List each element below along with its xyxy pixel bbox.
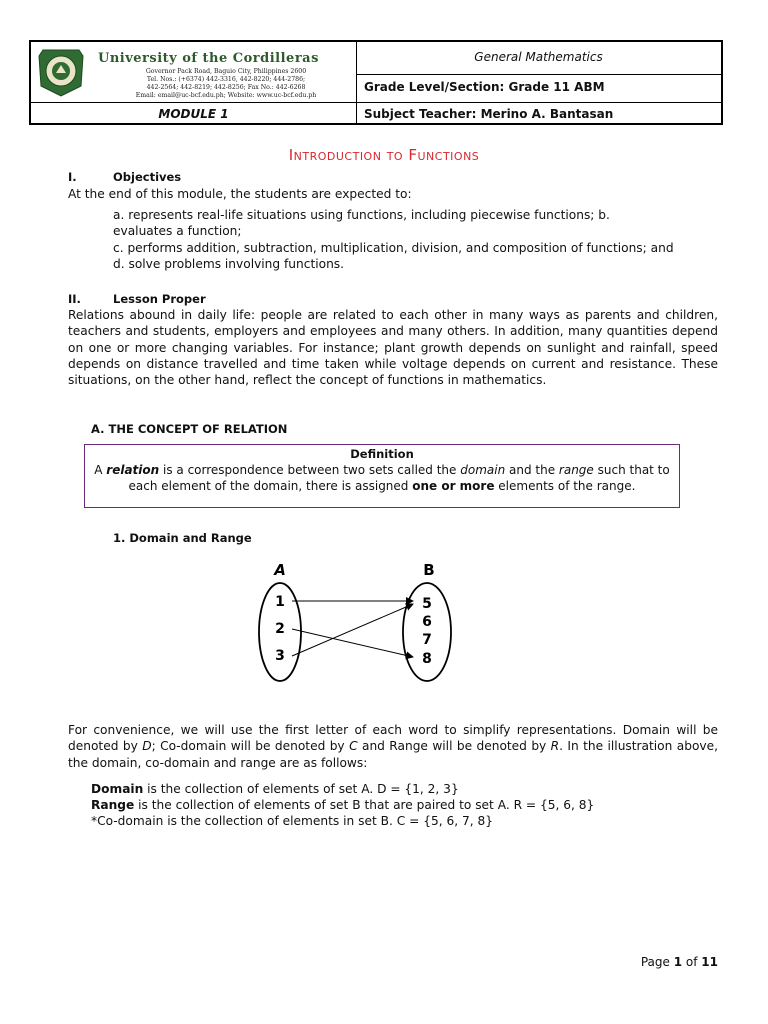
term-one-or-more: one or more: [412, 479, 495, 493]
university-address: Governor Pack Road, Baguio City, Philippines 2600: [145, 68, 307, 75]
set-b-element: 6: [422, 614, 432, 630]
lesson-number: II.: [68, 292, 81, 306]
lesson-heading: Lesson Proper: [113, 292, 206, 306]
convenience-text: . In the illustration above, the domain, co-domain and range are as follows:: [68, 739, 719, 770]
definition-text-part: and the: [505, 463, 559, 477]
concept-heading: A. THE CONCEPT OF RELATION: [91, 422, 288, 436]
symbol-c: C: [349, 739, 358, 754]
total-pages: 11: [701, 955, 718, 969]
set-a-element: 3: [275, 648, 285, 664]
header-row-divider-right: [356, 74, 721, 75]
definition-box: [84, 444, 680, 508]
subject-teacher: Subject Teacher: Merino A. Bantasan: [364, 107, 614, 121]
range-label: Range: [91, 798, 135, 812]
definition-text-part: elements of the range.: [494, 479, 636, 493]
page-number: [641, 955, 718, 969]
domain-label: Domain: [91, 782, 144, 796]
university-tel: Tel. Nos.: (+6374) 442-3316, 442-8220; 444-2786;: [146, 76, 306, 83]
range-text: is the collection of elements of set B that are paired to set A. R = {5, 6, 8}: [134, 798, 595, 812]
lesson-paragraph: Relations abound in daily life: people are related to each other in many ways as parents and children, teachers and students, employers and employees and many others. In addition, many quantities depend on one or more changing variables. For instance; plant growth depends on sunlight and rainfall, speed depends on distance travelled and time taken while voltage depends on current and resistance. These situations, on the other hand, reflect the concept of functions in mathematics.: [68, 308, 718, 388]
university-email: Email: email@uc-bcf.edu.ph; Website: www.uc-bcf.edu.ph: [135, 92, 317, 99]
page-word: Page: [640, 955, 674, 969]
grade-level: Grade Level/Section: Grade 11 ABM: [364, 80, 605, 94]
module-label: MODULE 1: [158, 107, 229, 121]
domain-definition: [91, 781, 459, 797]
symbol-r: R: [550, 739, 560, 754]
set-b-label: B: [423, 561, 435, 579]
university-seal-icon: [35, 46, 87, 98]
convenience-paragraph: [68, 722, 718, 771]
definition-text-part: such that to each element of the domain, there is assigned: [128, 463, 670, 493]
term-domain: domain: [460, 463, 506, 477]
definition-text-part: A: [94, 463, 107, 477]
objective-item: c. performs addition, subtraction, multiplication, division, and composition of functions; and: [113, 241, 674, 255]
objective-item: d. solve problems involving functions.: [113, 257, 345, 271]
range-definition: [91, 797, 594, 813]
mapping-diagram: [208, 560, 490, 690]
set-b-element: 8: [422, 651, 432, 667]
objectives-heading: Objectives: [113, 170, 182, 184]
header-table: [29, 40, 723, 125]
set-a-label: A: [274, 561, 286, 579]
convenience-text: ; Co-domain will be denoted by: [151, 739, 350, 754]
objectives-intro: At the end of this module, the students are expected to:: [68, 187, 412, 201]
objective-item: evaluates a function;: [113, 224, 242, 238]
header-row-divider: [31, 102, 721, 103]
mapping-arrow: [292, 604, 413, 656]
set-b-element: 7: [422, 632, 432, 648]
page-title: Introduction to Functions: [288, 146, 480, 164]
term-relation: relation: [106, 463, 160, 477]
convenience-text: For convenience, we will use the first letter of each word to simplify representations. Domain will be denoted by: [68, 723, 718, 754]
current-page: 1: [673, 955, 683, 969]
objective-item: a. represents real-life situations using functions, including piecewise functions; b.: [113, 208, 610, 222]
mapping-arrow: [292, 629, 413, 657]
definition-text-part: is a correspondence between two sets called the: [159, 463, 461, 477]
university-name: University of the Cordilleras: [98, 51, 319, 66]
of-word: of: [682, 955, 702, 969]
subject-title: General Mathematics: [474, 50, 603, 64]
domain-range-heading: 1. Domain and Range: [113, 531, 252, 545]
set-a-element: 2: [275, 621, 285, 637]
term-range: range: [558, 463, 594, 477]
university-tel-2: 442-2564; 442-8219; 442-8256; Fax No.: 442-6268: [146, 84, 306, 91]
definition-text: [85, 462, 679, 494]
symbol-d: D: [142, 739, 152, 754]
set-b-element: 5: [422, 596, 432, 612]
definition-title: Definition: [350, 447, 414, 461]
codomain-definition: *Co-domain is the collection of elements in set B. C = {5, 6, 7, 8}: [91, 814, 493, 828]
convenience-text: and Range will be denoted by: [357, 739, 551, 754]
set-a-element: 1: [275, 594, 285, 610]
domain-text: is the collection of elements of set A. D = {1, 2, 3}: [143, 782, 459, 796]
objectives-number: I.: [68, 170, 77, 184]
